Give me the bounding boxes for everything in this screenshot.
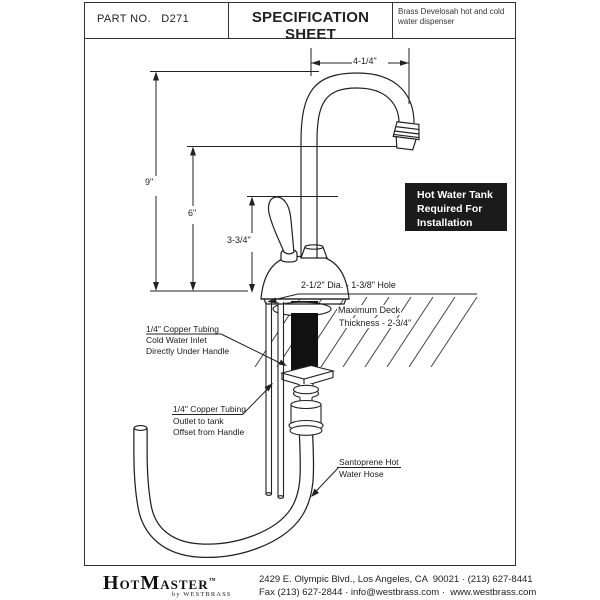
callout-hose-2: Water Hose <box>339 469 384 479</box>
callout-deck-thickness-2: Thickness - 2-3/4" <box>339 317 412 328</box>
sheet-title: SPECIFICATION SHEET <box>251 9 370 43</box>
brand-byline: by WESTBRASS <box>172 591 232 598</box>
callout-outlet-2: Outlet to tank <box>173 416 224 426</box>
notice-line: Hot Water Tank <box>417 189 493 201</box>
notice-line: Installation <box>417 217 473 229</box>
callout-hole-size: 2-1/2" Dia. - 1-3/8" Hole <box>301 280 396 290</box>
callout-cold-inlet-3: Directly Under Handle <box>146 346 230 356</box>
dim-outlet-height: 6" <box>188 208 197 218</box>
brand-logo-letter: H <box>103 572 120 594</box>
dim-handle-height: 3-3/4" <box>227 235 251 245</box>
brand-logo-letter: M <box>140 572 161 594</box>
sheet-border <box>84 2 516 566</box>
callout-cold-inlet-1: 1/4" Copper Tubing <box>146 323 219 334</box>
notice-line: Required For <box>417 203 483 215</box>
part-number: PART NO. D271 <box>97 13 190 25</box>
dim-spout-height: 9" <box>145 177 154 187</box>
callout-cold-inlet-2: Cold Water Inlet <box>146 335 207 345</box>
callout-outlet-3: Offset from Handle <box>173 427 245 437</box>
brand-logo-letters: ASTER <box>160 577 209 592</box>
dim-spout-reach: 4-1/4" <box>353 56 377 66</box>
hot-water-tank-notice <box>405 183 507 231</box>
product-description: Brass Develosah hot and cold water dispenser <box>398 7 505 26</box>
callout-hose-1: Santoprene Hot <box>339 457 399 467</box>
callout-outlet-1: 1/4" Copper Tubing <box>173 404 246 414</box>
brand-logo-letters: OT <box>119 577 141 592</box>
address-line-2: Fax (213) 627-2844 · info@westbrass.com · www.westbrass.com <box>259 587 537 598</box>
trademark-symbol: ™ <box>208 576 216 585</box>
address-line-1: 2429 E. Olympic Blvd., Los Angeles, CA 90021 · (213) 627-8441 <box>259 574 533 585</box>
header-cell-divider <box>392 3 393 38</box>
callout-deck-thickness-1: Maximum Deck <box>338 305 401 315</box>
